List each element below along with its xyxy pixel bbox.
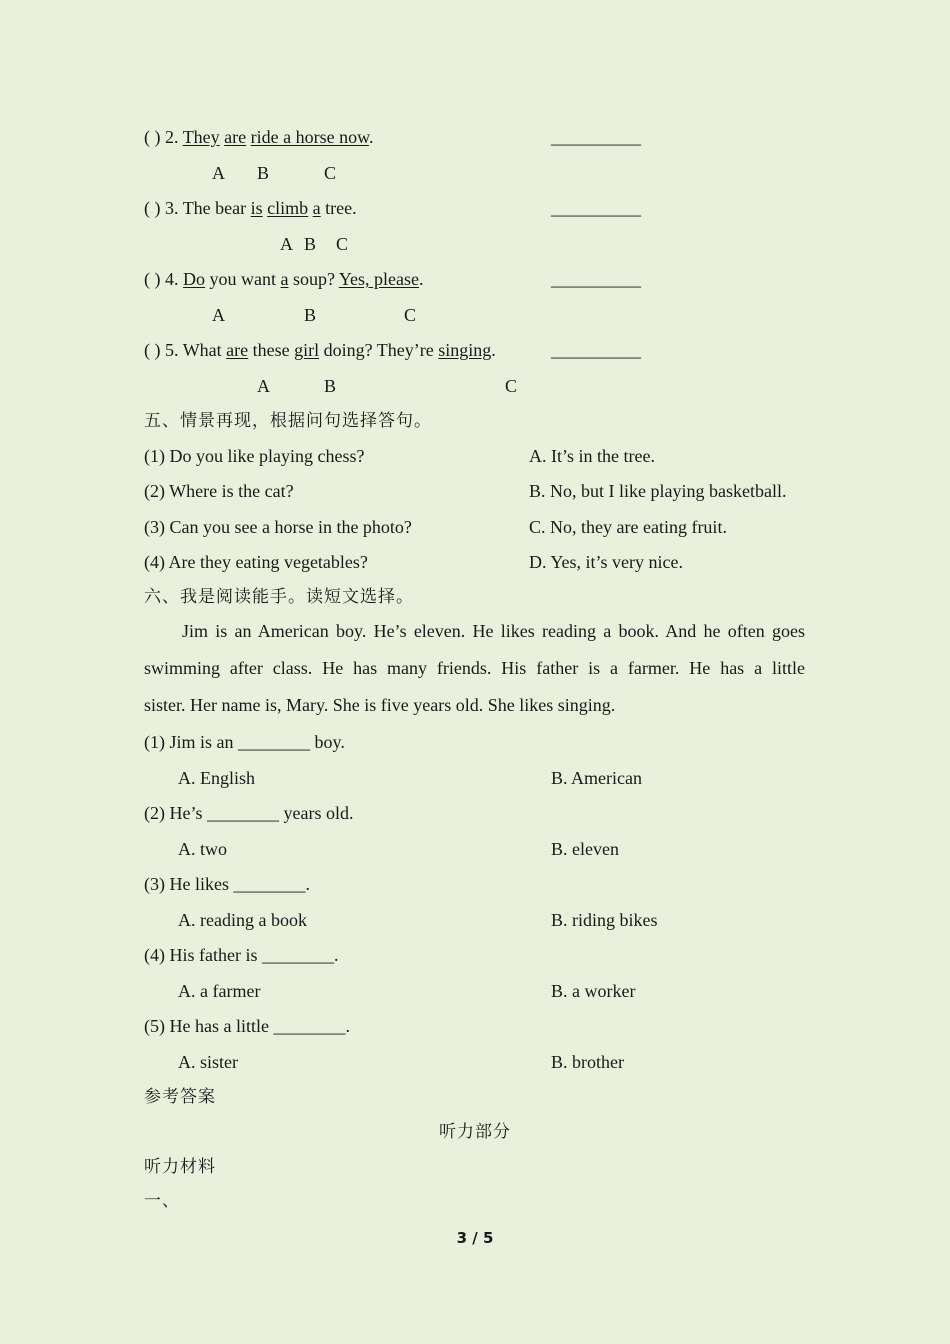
option-a[interactable]: A. sister xyxy=(178,1052,238,1072)
question-3: ( ) 3. The bear is climb a tree. xyxy=(144,198,357,218)
reading-question-2: (2) He’s ________ years old. xyxy=(144,803,354,823)
option-c-word: ride a horse now xyxy=(250,127,369,147)
answers-heading: 参考答案 xyxy=(144,1087,216,1107)
answer-blank[interactable]: __________ xyxy=(551,269,641,289)
letter-b: B xyxy=(304,305,317,325)
option-a[interactable]: A. English xyxy=(178,768,256,788)
option-a[interactable]: A. reading a book xyxy=(178,910,307,930)
option-a[interactable]: A. two xyxy=(178,839,227,859)
s5-question-1: (1) Do you like playing chess? xyxy=(144,446,365,466)
letter-a: A xyxy=(212,305,225,325)
reading-question-5: (5) He has a little ________. xyxy=(144,1016,350,1036)
option-b[interactable]: B. brother xyxy=(551,1052,624,1072)
letter-c: C xyxy=(404,305,417,325)
answer-blank[interactable]: __________ xyxy=(551,127,641,147)
s5-answer-c: C. No, they are eating fruit. xyxy=(529,517,727,537)
section-6-title: 六、我是阅读能手。读短文选择。 xyxy=(144,587,414,607)
letter-a: A xyxy=(257,376,270,396)
option-b-word: are xyxy=(224,127,247,147)
question-2: ( ) 2. They are ride a horse now. xyxy=(144,127,374,147)
option-a-word: They xyxy=(182,127,220,147)
question-4: ( ) 4. Do you want a soup? Yes, please. xyxy=(144,269,424,289)
letter-c: C xyxy=(324,163,337,183)
letter-c: C xyxy=(336,234,349,254)
s5-answer-b: B. No, but I like playing basketball. xyxy=(529,481,787,501)
s5-question-3: (3) Can you see a horse in the photo? xyxy=(144,517,412,537)
s5-question-4: (4) Are they eating vegetables? xyxy=(144,552,368,572)
part-one-label: 一、 xyxy=(144,1191,180,1211)
reading-question-3: (3) He likes ________. xyxy=(144,874,310,894)
question-5: ( ) 5. What are these girl doing? They’re singing. xyxy=(144,340,496,360)
option-a[interactable]: A. a farmer xyxy=(178,981,261,1001)
option-b[interactable]: B. eleven xyxy=(551,839,619,859)
reading-question-1: (1) Jim is an ________ boy. xyxy=(144,732,345,752)
section-5-title: 五、情景再现，根据问句选择答句。 xyxy=(144,411,432,431)
option-b[interactable]: B. American xyxy=(551,768,642,788)
option-b[interactable]: B. a worker xyxy=(551,981,636,1001)
s5-answer-d: D. Yes, it’s very nice. xyxy=(529,552,683,572)
reading-question-4: (4) His father is ________. xyxy=(144,945,339,965)
letter-b: B xyxy=(324,376,337,396)
letter-b: B xyxy=(304,234,317,254)
listening-heading: 听力部分 xyxy=(439,1122,511,1142)
letter-c: C xyxy=(505,376,518,396)
option-b[interactable]: B. riding bikes xyxy=(551,910,658,930)
reading-passage: Jim is an American boy. He’s eleven. He likes reading a book. And he often goes swimming after class. He has many friends. His father is a farmer. He has a little sister. Her name is, Mary. She is five years old. She likes singing. xyxy=(144,621,805,715)
s5-answer-a: A. It’s in the tree. xyxy=(529,446,655,466)
page-number: 3 / 5 xyxy=(456,1229,494,1247)
letter-a: A xyxy=(280,234,293,254)
letter-b: B xyxy=(257,163,270,183)
answer-blank[interactable]: __________ xyxy=(551,340,641,360)
letter-a: A xyxy=(212,163,225,183)
answer-blank[interactable]: __________ xyxy=(551,198,641,218)
s5-question-2: (2) Where is the cat? xyxy=(144,481,294,501)
listening-material: 听力材料 xyxy=(144,1157,216,1177)
